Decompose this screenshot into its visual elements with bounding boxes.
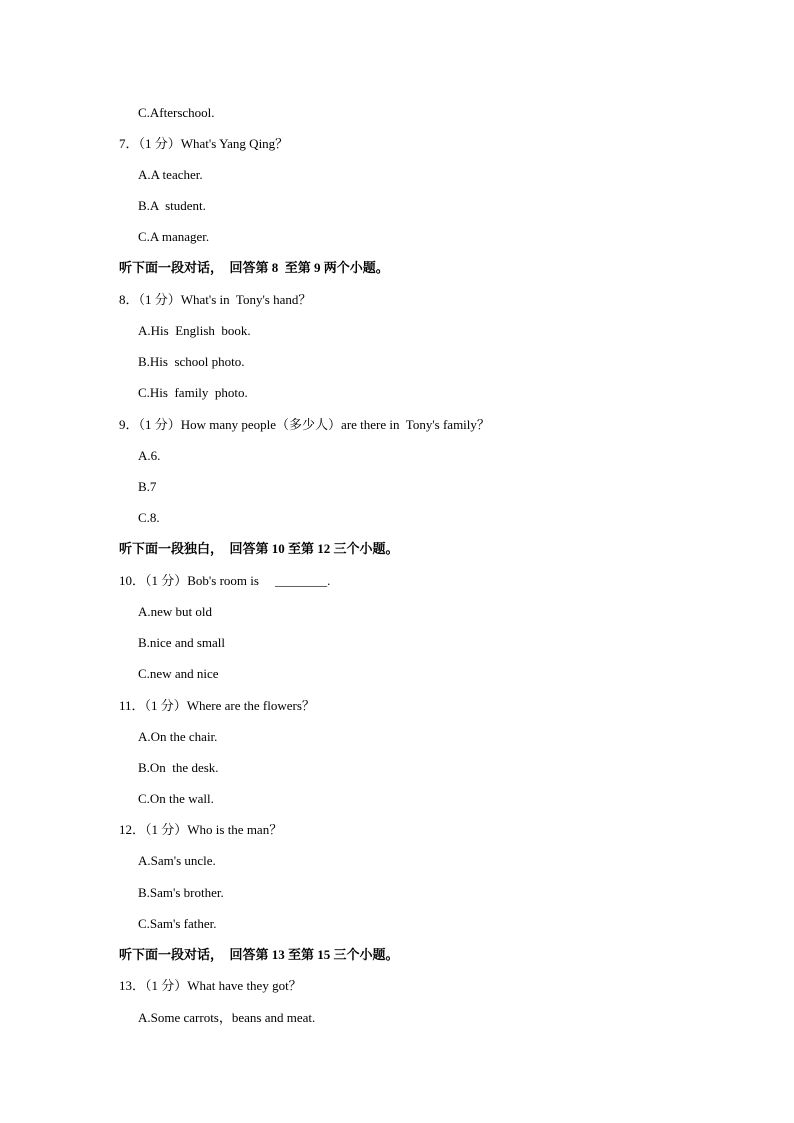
option-line: B.On the desk. — [138, 760, 219, 775]
option-line: A.new but old — [138, 604, 213, 619]
option-line: C.Sam's father. — [138, 916, 217, 931]
option-line: C.new and nice — [138, 666, 219, 681]
option-line: B.Sam's brother. — [138, 885, 224, 900]
option-line: C.A manager. — [138, 229, 210, 244]
option-line: C.On the wall. — [138, 791, 214, 806]
option-line: A.On the chair. — [138, 729, 218, 744]
question-line: 7．（1 分）What's Yang Qing？ — [119, 136, 289, 151]
question-line: 10．（1 分）Bob's room is ________. — [119, 573, 331, 588]
question-line: 11．（1 分）Where are the flowers？ — [119, 698, 315, 713]
option-line: C.His family photo. — [138, 385, 248, 400]
question-line: 8．（1 分）What's in Tony's hand？ — [119, 292, 312, 307]
question-line: 9．（1 分）How many people（多少人）are there in Tony's family？ — [119, 417, 490, 432]
section-instruction: 听下面一段对话， 回答第 8 至第 9 两个小题。 — [119, 260, 389, 275]
option-line: B.His school photo. — [138, 354, 245, 369]
section-instruction: 听下面一段对话， 回答第 13 至第 15 三个小题。 — [119, 947, 399, 962]
question-line: 13．（1 分）What have they got？ — [119, 978, 302, 993]
section-instruction: 听下面一段独白， 回答第 10 至第 12 三个小题。 — [119, 541, 399, 556]
option-line: B.nice and small — [138, 635, 226, 650]
option-line: A.Sam's uncle. — [138, 853, 216, 868]
option-line: A.His English book. — [138, 323, 251, 338]
option-line: A.Some carrots，beans and meat. — [138, 1010, 316, 1025]
option-line: B.A student. — [138, 198, 206, 213]
option-line: A.6. — [138, 448, 161, 463]
option-line: B.7 — [138, 479, 157, 494]
question-line: 12．（1 分）Who is the man？ — [119, 822, 283, 837]
option-line: A.A teacher. — [138, 167, 203, 182]
option-line: C.8. — [138, 510, 160, 525]
option-line: C.Afterschool. — [138, 105, 215, 120]
